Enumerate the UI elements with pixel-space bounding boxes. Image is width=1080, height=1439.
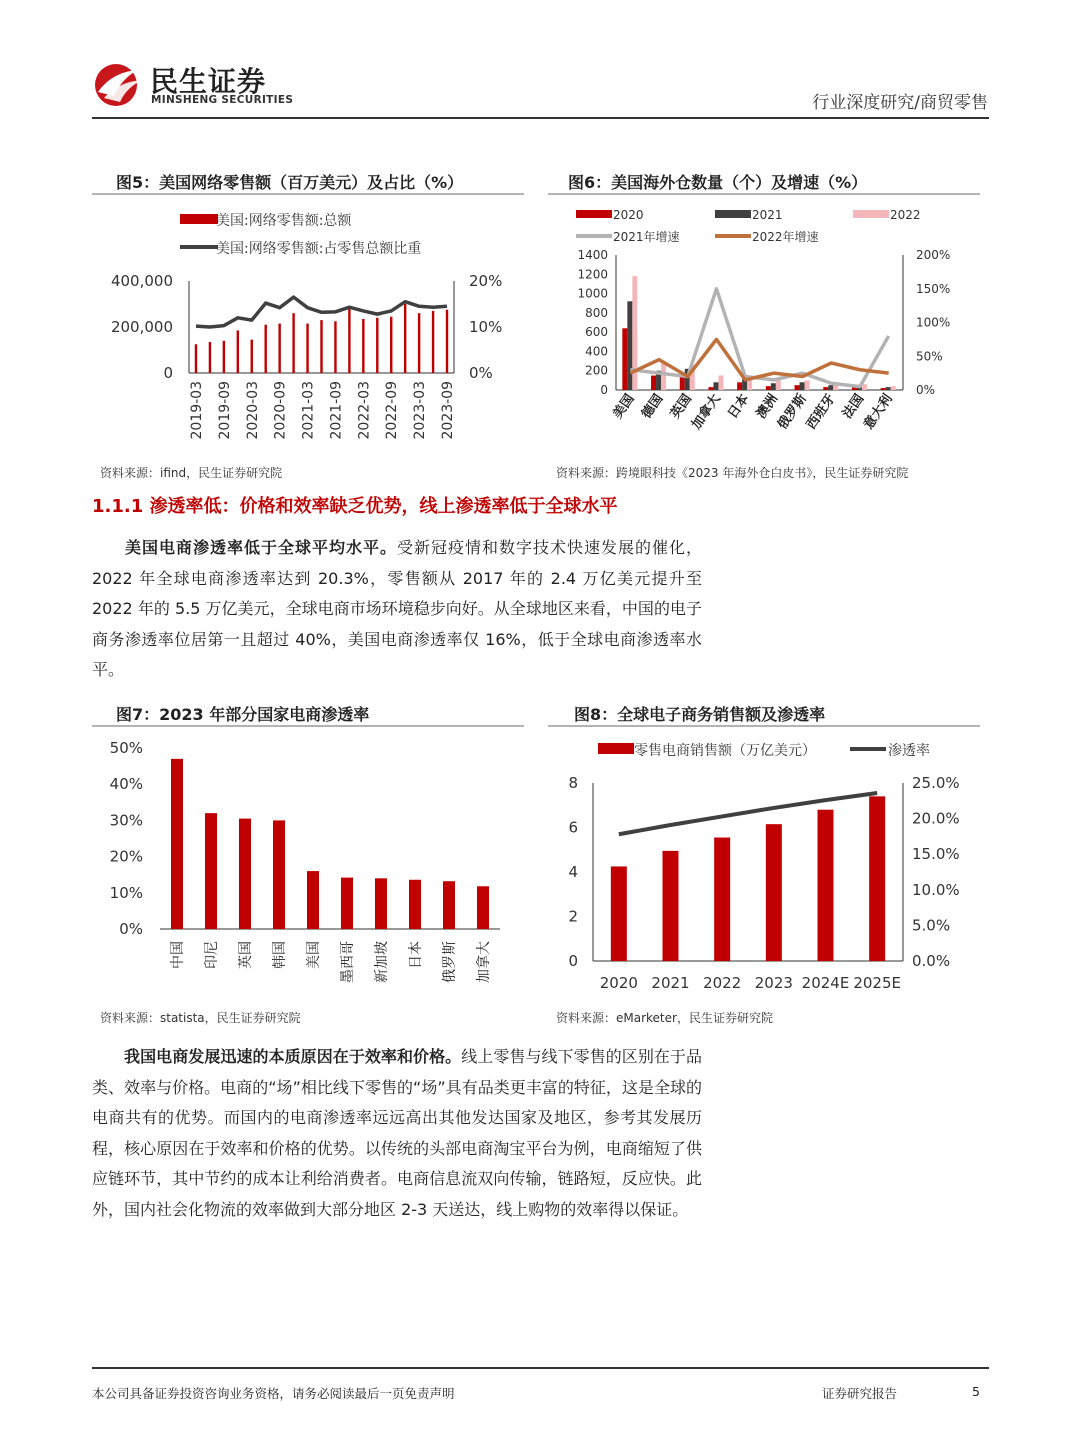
fig6-title-rule (548, 193, 980, 195)
paragraph-1 (92, 533, 702, 686)
fig5-bar (320, 320, 322, 373)
fig8-bar (663, 851, 679, 961)
fig8-x-tick: 2021 (651, 974, 690, 992)
fig7-bar (477, 886, 489, 929)
fig8-right-tick: 25.0% (912, 774, 960, 792)
fig7-x-tick: 英国 (238, 941, 254, 969)
fig8-right-tick: 20.0% (912, 809, 960, 828)
fig6-x-tick: 美国 (610, 391, 638, 422)
fig6-bar (771, 383, 776, 390)
fig6-bar (766, 386, 771, 390)
fig6-x-tick: 加拿大 (689, 391, 724, 433)
fig5-right-tick: 10% (469, 318, 503, 336)
fig5-x-tick: 2023-09 (440, 381, 457, 440)
fig6-source: 资料来源：跨境眼科技《2023 年海外仓白皮书》，民生证券研究院 (556, 466, 909, 480)
paragraph-1-lead: 美国电商渗透率低于全球平均水平。 (124, 538, 397, 557)
fig6-x-tick: 澳洲 (753, 391, 782, 422)
fig7-x-tick: 韩国 (272, 941, 288, 969)
fig7-bar (409, 880, 421, 929)
fig8-title-rule (548, 725, 980, 727)
fig6-bar (627, 301, 632, 390)
fig5-bar (446, 310, 448, 373)
fig8-right-tick: 0.0% (912, 952, 951, 970)
fig6-chart (548, 198, 980, 456)
fig5-x-tick: 2021-03 (300, 381, 317, 440)
paragraph-2 (92, 1042, 702, 1225)
fig5-title: 图5：美国网络零售额（百万美元）及占比（%） (116, 173, 464, 192)
fig8-x-tick: 2025E (853, 974, 901, 992)
fig6-bar (828, 385, 833, 390)
section-label: 行业深度研究/商贸零售 (812, 93, 988, 113)
header-rule (92, 117, 989, 119)
fig6-x-tick: 日本 (725, 391, 753, 422)
fig8-legend-bar-label: 零售电商销售额（万亿美元） (634, 743, 816, 759)
fig8-source: 资料来源：eMarketer，民生证券研究院 (556, 1011, 773, 1025)
fig5-source: 资料来源：ifind，民生证券研究院 (100, 466, 283, 480)
fig7-bar (341, 878, 353, 929)
fig6-left-tick: 1400 (577, 248, 608, 262)
logo-mark-icon (92, 62, 144, 108)
fig6-legend-label: 2021 (752, 208, 783, 222)
fig5-bar (362, 319, 364, 373)
fig7-y-tick: 20% (109, 847, 143, 866)
fig5-x-tick: 2020-09 (272, 381, 289, 440)
fig6-x-tick: 英国 (667, 391, 696, 422)
fig7-bar (375, 878, 387, 929)
fig6-left-tick: 1200 (577, 267, 608, 282)
fig6-line-series (630, 289, 888, 387)
fig8-legend-line-swatch (850, 747, 886, 751)
fig6-x-tick: 西班牙 (803, 391, 839, 433)
fig5-x-tick: 2020-03 (244, 381, 261, 440)
fig5-x-tick: 2019-03 (188, 381, 205, 440)
fig5-chart (92, 198, 524, 456)
paragraph-2-lead: 我国电商发展迅速的本质原因在于效率和价格。 (124, 1047, 462, 1066)
fig7-bar (273, 820, 285, 929)
fig8-bar (818, 810, 834, 961)
fig6-bar (823, 387, 828, 390)
fig7-x-tick: 中国 (170, 941, 186, 969)
fig7-y-tick: 50% (109, 739, 143, 757)
fig6-left-tick: 1000 (577, 286, 608, 301)
fig5-bar (432, 311, 434, 373)
footer-rule (92, 1367, 989, 1369)
fig6-legend-swatch (715, 234, 751, 238)
fig5-x-tick: 2022-09 (384, 381, 401, 440)
fig7-bar (239, 819, 251, 929)
fig6-bar (891, 386, 896, 390)
fig8-left-tick: 6 (568, 818, 578, 837)
fig8-left-tick: 4 (568, 863, 578, 881)
fig6-left-tick: 600 (585, 325, 608, 340)
fig5-bar (306, 324, 308, 373)
fig6-x-tick: 俄罗斯 (775, 391, 810, 433)
fig6-legend-label: 2022 (890, 208, 921, 222)
fig7-chart (92, 730, 524, 1002)
paragraph-2-body: 线上零售与线下零售的区别在于品类、效率与价格。电商的“场”相比线下零售的“场”具有品类更丰富的特征，这是全球的电商共有的优势。而国内的电商渗透率远远高出其他发达国家及地区，参考其发展历程，核心原因在于效率和价格的优势。以传统的头部电商淘宝平台为例，电商缩短了供应链环节，其中节约的成本让利给消费者。电商信息流双向传输，链路短，反应快。此外，国内社会化物流的效率做到大部分地区 2-3 天送达，线上购物的效率得以保证。 (92, 1047, 702, 1219)
fig5-right-tick: 20% (469, 272, 503, 290)
fig8-left-tick: 8 (568, 774, 578, 792)
fig5-bar (376, 318, 378, 373)
fig8-x-tick: 2024E (801, 974, 850, 992)
fig6-bar (708, 387, 713, 390)
fig5-left-tick: 200,000 (110, 318, 173, 336)
fig6-left-tick: 400 (585, 344, 608, 359)
fig8-bar (714, 838, 730, 961)
fig6-legend-swatch (576, 210, 612, 218)
fig8-chart (548, 730, 980, 1002)
fig5-x-tick: 2022-03 (356, 381, 373, 440)
fig5-title-rule (92, 193, 524, 195)
fig8-x-tick: 2023 (754, 974, 793, 992)
fig7-bar (443, 881, 455, 929)
fig6-left-tick: 0 (600, 383, 608, 397)
fig5-x-tick: 2023-03 (412, 381, 429, 440)
fig8-x-tick: 2022 (703, 974, 742, 992)
fig5-bar (237, 330, 239, 373)
fig8-legend-line-label: 渗透率 (888, 743, 930, 759)
fig5-bar (418, 313, 420, 373)
logo (92, 62, 144, 108)
fig5-legend-line-label: 美国:网络零售额:占零售总额比重 (216, 241, 422, 257)
fig6-right-tick: 50% (916, 349, 943, 364)
fig6-legend-label: 2021年增速 (613, 230, 680, 244)
fig6-legend-swatch (853, 210, 889, 218)
fig7-y-tick: 40% (109, 775, 143, 794)
fig5-x-tick: 2021-09 (328, 381, 345, 440)
fig8-right-tick: 5.0% (912, 916, 951, 935)
fig5-bar (404, 304, 406, 373)
fig6-legend-swatch (715, 210, 751, 218)
fig8-x-tick: 2020 (599, 974, 638, 992)
fig8-title: 图8：全球电子商务销售额及渗透率 (574, 705, 826, 724)
footer-disclaimer: 本公司具备证券投资咨询业务资格，请务必阅读最后一页免责声明 (92, 1386, 455, 1401)
fig5-bar (334, 321, 336, 373)
fig7-bar (171, 759, 183, 929)
fig8-left-tick: 0 (568, 952, 578, 970)
fig8-right-tick: 10.0% (912, 880, 960, 899)
fig8-line-series (619, 793, 877, 834)
fig6-x-tick: 德国 (639, 391, 667, 422)
fig5-bar (278, 324, 280, 373)
fig5-bar (209, 342, 211, 373)
fig8-left-tick: 2 (568, 907, 578, 926)
footer-report-type: 证券研究报告 (822, 1386, 898, 1401)
fig7-bar (307, 871, 319, 929)
fig6-right-tick: 150% (916, 281, 951, 296)
fig5-legend-bar-swatch (180, 214, 218, 224)
fig7-x-tick: 日本 (408, 941, 424, 969)
fig6-title: 图6：美国海外仓数量（个）及增速（%） (568, 173, 868, 192)
fig5-x-tick: 2019-09 (216, 381, 233, 440)
fig7-x-tick: 印尼 (204, 941, 220, 969)
fig8-bar (611, 866, 627, 961)
fig5-left-tick: 400,000 (110, 272, 173, 290)
fig6-right-tick: 200% (916, 248, 951, 262)
fig7-x-tick: 美国 (306, 941, 322, 969)
fig5-bar (195, 344, 197, 373)
fig5-right-tick: 0% (469, 364, 493, 382)
fig6-right-tick: 100% (916, 315, 951, 330)
brand-name-cn: 民生证券 (150, 65, 267, 98)
fig6-bar (805, 380, 810, 390)
section-heading: 1.1.1 渗透率低：价格和效率缺乏优势，线上渗透率低于全球水平 (92, 496, 618, 517)
fig6-left-tick: 800 (585, 305, 608, 320)
brand-name-en: MINSHENG SECURITIES (151, 94, 294, 106)
page-number: 5 (972, 1384, 980, 1399)
fig6-bar (881, 388, 886, 390)
fig7-x-tick: 俄罗斯 (442, 941, 458, 983)
fig7-title-rule (92, 725, 524, 727)
fig5-legend-bar-label: 美国:网络零售额:总额 (216, 213, 352, 229)
fig7-title: 图7：2023 年部分国家电商渗透率 (116, 705, 370, 724)
fig7-bar (205, 813, 217, 929)
paragraph-1-body: 受新冠疫情和数字技术快速发展的催化，2022 年全球电商渗透率达到 20.3%，零售额从 2017 年的 2.4 万亿美元提升至 2022 年的 5.5 万亿美元，全球电商市场环境稳步向好。从全球地区来看，中国的电子商务渗透率位居第一且超过 40%，美国电商渗透率仅 16%，低于全球电商渗透率水平。 (92, 538, 702, 679)
fig8-bar (766, 824, 782, 961)
fig7-x-tick: 墨西哥 (340, 941, 356, 983)
fig7-source: 资料来源：statista，民生证券研究院 (100, 1011, 301, 1025)
fig6-bar (718, 376, 723, 390)
fig6-bar (651, 376, 656, 390)
fig5-bar (223, 341, 225, 373)
fig6-bar (622, 328, 627, 390)
fig5-bar (348, 309, 350, 373)
fig6-bar (661, 363, 666, 390)
fig6-legend-label: 2022年增速 (752, 230, 819, 244)
fig8-right-tick: 15.0% (912, 845, 960, 864)
fig7-y-tick: 10% (109, 883, 143, 902)
fig6-bar (795, 385, 800, 390)
fig6-bar (713, 382, 718, 390)
fig7-y-tick: 0% (119, 920, 143, 938)
fig5-bar (251, 340, 253, 373)
fig7-x-tick: 加拿大 (476, 941, 492, 983)
fig5-bar (292, 313, 294, 373)
fig6-x-tick: 法国 (840, 391, 868, 422)
fig5-bar (265, 325, 267, 373)
fig8-legend (598, 742, 930, 759)
fig5-legend-line-swatch (180, 245, 218, 249)
fig8-legend-bar-swatch (598, 743, 634, 754)
fig6-legend-label: 2020 (613, 208, 644, 222)
fig5-bar (390, 317, 392, 373)
fig6-x-tick: 意大利 (861, 391, 896, 433)
fig8-bar (869, 796, 885, 961)
fig6-right-tick: 0% (916, 383, 936, 397)
fig7-y-tick: 30% (109, 811, 143, 830)
fig6-bar (737, 382, 742, 390)
fig7-x-tick: 新加坡 (374, 941, 390, 983)
fig6-bar (776, 380, 781, 390)
fig5-left-tick: 0 (163, 364, 173, 382)
fig5-legend (180, 212, 421, 257)
fig6-left-tick: 200 (585, 363, 608, 378)
fig6-legend-swatch (576, 234, 612, 238)
fig6-bar (886, 387, 891, 390)
fig6-bar (800, 382, 805, 390)
